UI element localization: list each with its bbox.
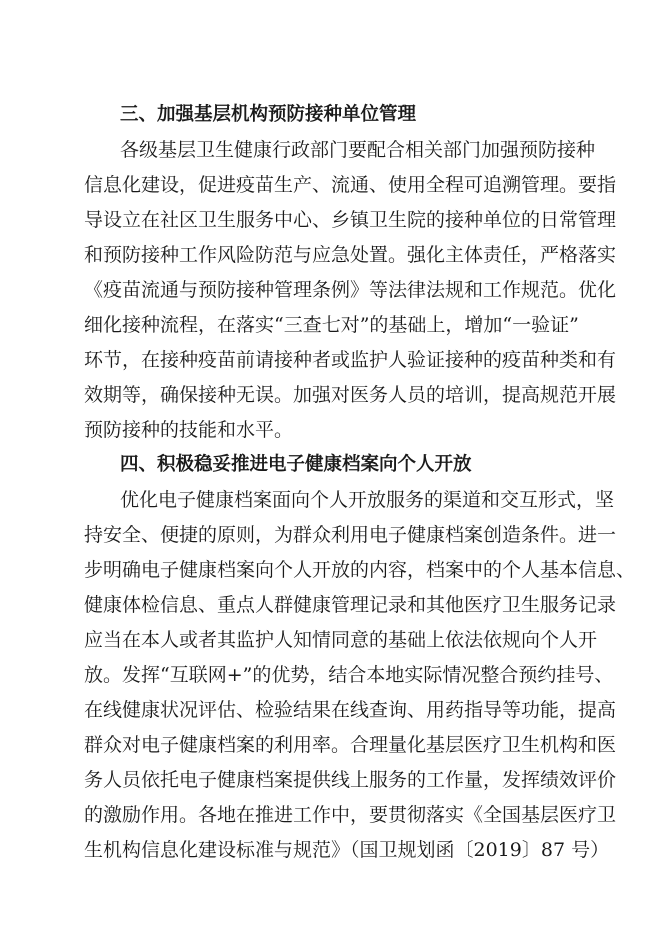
paragraph-line: 和预防接种工作风险防范与应急处置。强化主体责任，严格落实: [84, 244, 617, 266]
paragraph-line: 优化电子健康档案面向个人开放服务的渠道和交互形式，坚: [120, 489, 615, 511]
paragraph-line: 持安全、便捷的原则，为群众利用电子健康档案创造条件。进一: [84, 524, 617, 546]
paragraph-line: 细化接种流程，在落实“三查七对”的基础上，增加“一验证”: [84, 314, 579, 336]
section-4-heading: 四、积极稳妥推进电子健康档案向个人开放: [120, 454, 472, 475]
paragraph-line: 各级基层卫生健康行政部门要配合相关部门加强预防接种: [120, 139, 596, 161]
paragraph-line: 的激励作用。各地在推进工作中，要贯彻落实《全国基层医疗卫: [84, 804, 617, 826]
paragraph-line: 环节，在接种疫苗前请接种者或监护人验证接种的疫苗种类和有: [84, 349, 617, 371]
paragraph-line: 放。发挥“互联网+”的优势，结合本地实际情况整合预约挂号、: [84, 664, 614, 686]
paragraph-line: 导设立在社区卫生服务中心、乡镇卫生院的接种单位的日常管理: [84, 209, 617, 231]
paragraph-line: 务人员依托电子健康档案提供线上服务的工作量，发挥绩效评价: [84, 769, 617, 791]
paragraph-line: 信息化建设，促进疫苗生产、流通、使用全程可追溯管理。要指: [84, 174, 617, 196]
paragraph-line: 步明确电子健康档案向个人开放的内容，档案中的个人基本信息、: [84, 559, 636, 581]
paragraph-line: 在线健康状况评估、检验结果在线查询、用药指导等功能，提高: [84, 699, 617, 721]
section-3-heading: 三、加强基层机构预防接种单位管理: [120, 104, 417, 125]
paragraph-line: 预防接种的技能和水平。: [84, 419, 294, 441]
paragraph-line: 生机构信息化建设标准与规范》（国卫规划函〔2019〕87 号）: [84, 839, 610, 861]
paragraph-line: 应当在本人或者其监护人知情同意的基础上依法依规向个人开: [84, 629, 598, 651]
paragraph-line: 效期等，确保接种无误。加强对医务人员的培训，提高规范开展: [84, 384, 617, 406]
paragraph-line: 群众对电子健康档案的利用率。合理量化基层医疗卫生机构和医: [84, 734, 617, 756]
paragraph-line: 《疫苗流通与预防接种管理条例》等法律法规和工作规范。优化: [84, 279, 617, 301]
paragraph-line: 健康体检信息、重点人群健康管理记录和其他医疗卫生服务记录: [84, 594, 617, 616]
